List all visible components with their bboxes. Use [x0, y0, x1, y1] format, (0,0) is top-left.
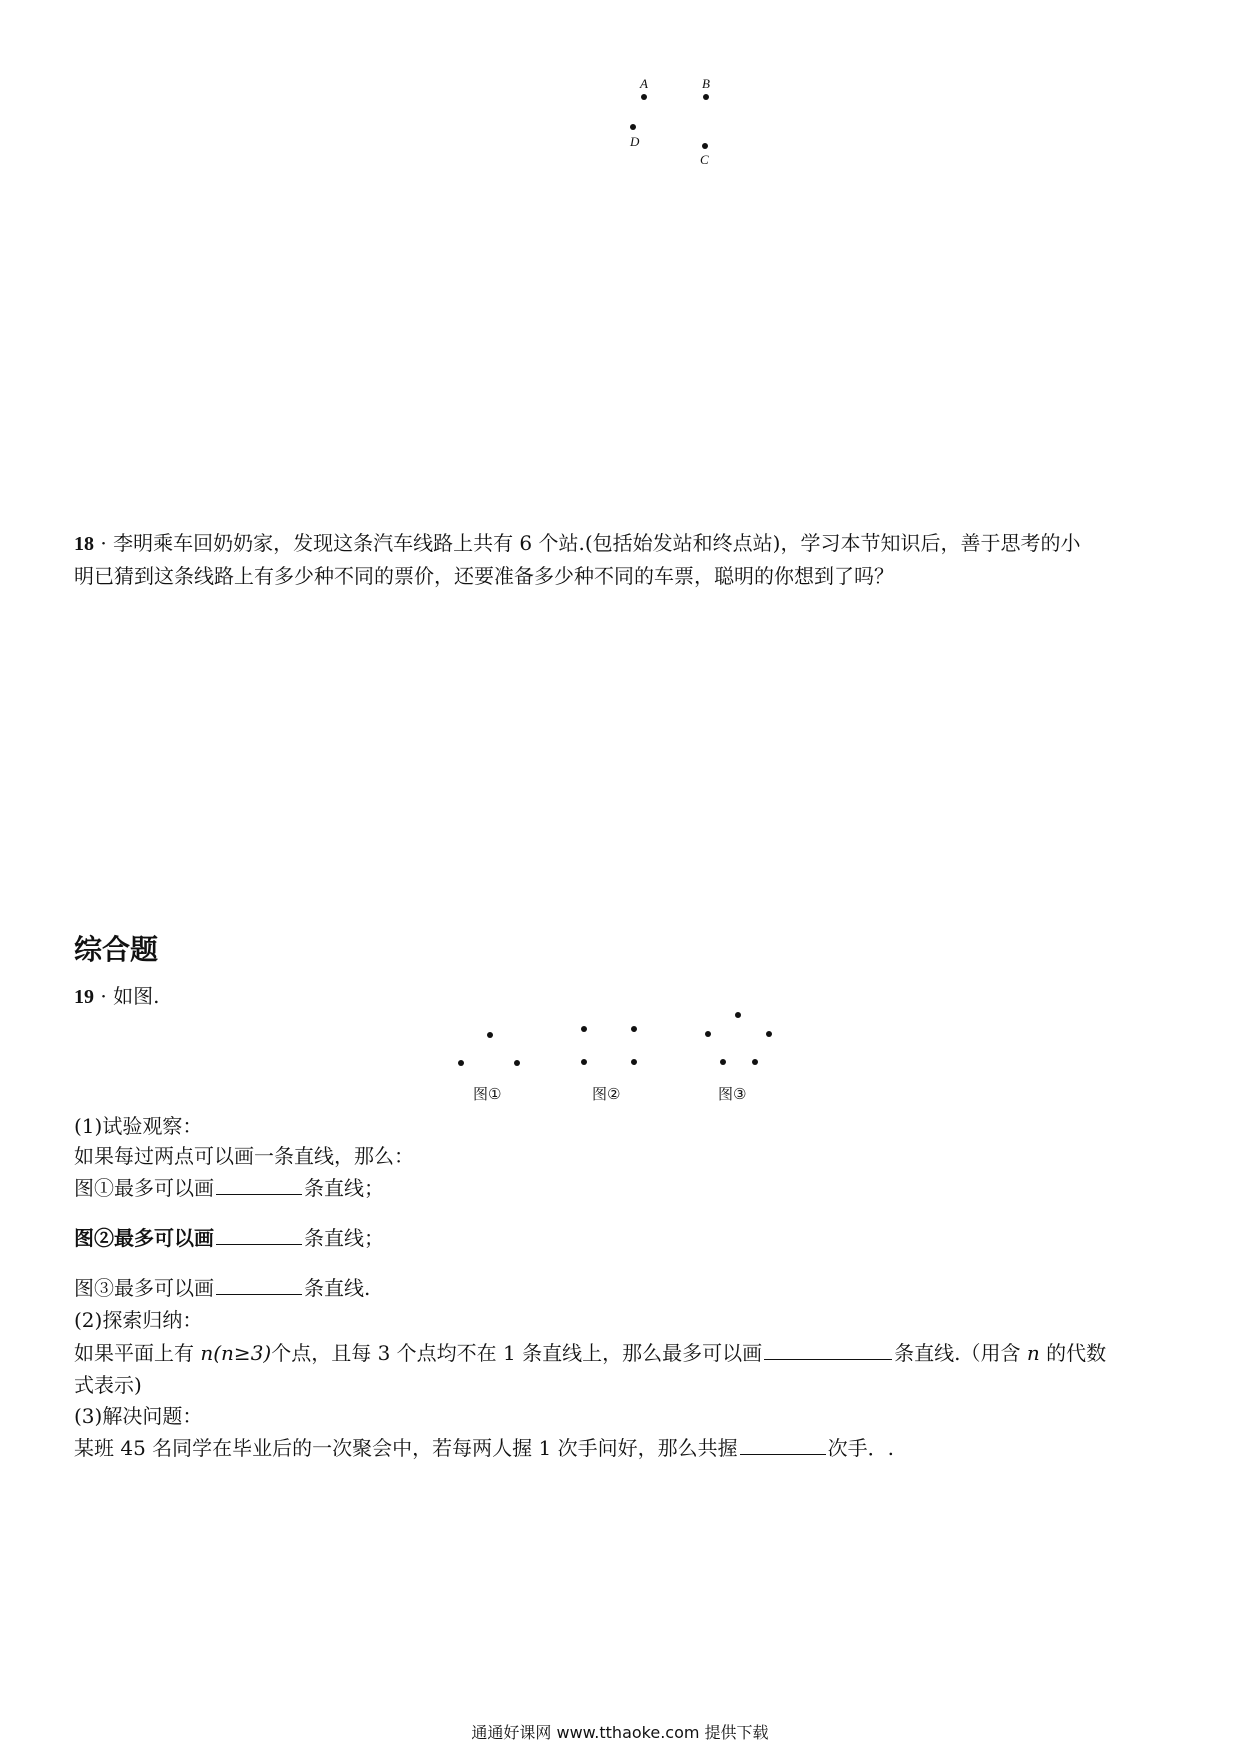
part-2-text-c: 条直线.（用含 — [894, 1341, 1021, 1365]
fig-2-suffix: 条直线； — [304, 1226, 384, 1250]
answer-blank-fig-3[interactable] — [216, 1274, 302, 1295]
fig-2-prefix: 图②最多可以画 — [74, 1226, 214, 1250]
part-2-line-1 — [74, 1337, 1106, 1369]
part-2-title: (2)探索归纳： — [74, 1308, 203, 1332]
question-text: 李明乘车回奶奶家，发现这条汽车线路上共有 6 个站.(包括始发站和终点站)，学习本节知识后，善于思考的小 — [113, 531, 1081, 555]
point-b — [703, 94, 709, 100]
figure-2 — [570, 1018, 660, 1078]
fig-3-answer-line — [74, 1272, 370, 1304]
part-2-text-d: 的代数 — [1046, 1341, 1107, 1365]
part-3-suffix: 次手．. — [827, 1436, 894, 1460]
section-title: 综合题 — [74, 933, 159, 966]
figure-label-1: 图① — [473, 1085, 502, 1103]
answer-blank-fig-2[interactable] — [216, 1224, 302, 1245]
fig-1-answer-line — [74, 1172, 384, 1204]
point-a — [641, 94, 647, 100]
label-b: B — [702, 76, 710, 91]
page-footer: 通通好课网 www.tthaoke.com 提供下载 — [471, 1723, 769, 1742]
variable-n: n — [200, 1341, 214, 1365]
answer-blank-general[interactable] — [764, 1339, 892, 1360]
part-2-line-2: 式表示) — [74, 1373, 142, 1397]
question-18-line-1 — [74, 527, 1174, 560]
label-a: A — [640, 76, 648, 91]
question-number: 19 — [74, 986, 94, 1008]
fig-3-prefix: 图③最多可以画 — [74, 1276, 214, 1300]
answer-blank-fig-1[interactable] — [216, 1174, 302, 1195]
label-d: D — [630, 134, 640, 149]
condition-n: (n≥3) — [213, 1341, 272, 1365]
fig-1-prefix: 图①最多可以画 — [74, 1176, 214, 1200]
part-3-prefix: 某班 45 名同学在毕业后的一次聚会中，若每两人握 1 次手问好，那么共握 — [74, 1436, 738, 1460]
figure-1 — [450, 1025, 540, 1075]
question-number: 18 — [74, 533, 94, 555]
part-1-intro: 如果每过两点可以画一条直线，那么： — [74, 1144, 414, 1168]
part-1-title: (1)试验观察： — [74, 1114, 203, 1138]
label-c: C — [700, 152, 709, 167]
fig-1-suffix: 条直线； — [304, 1176, 384, 1200]
point-d — [630, 124, 636, 130]
part-2-text-b: 个点，且每 3 个点均不在 1 条直线上，那么最多可以画 — [271, 1341, 763, 1365]
question-18-line-2: 明已猜到这条线路上有多少种不同的票价，还要准备多少种不同的车票，聪明的你想到了吗？ — [74, 564, 894, 588]
question-19-header — [74, 980, 159, 1013]
question-intro: 如图. — [113, 984, 160, 1008]
dot-separator: · — [100, 531, 107, 555]
fig-2-answer-line — [74, 1222, 384, 1254]
answer-blank-handshakes[interactable] — [740, 1434, 826, 1455]
dot-separator: · — [100, 984, 107, 1008]
part-3-line — [74, 1432, 894, 1464]
fig-3-suffix: 条直线. — [304, 1276, 371, 1300]
point-c — [702, 143, 708, 149]
points-figure-abcd — [600, 70, 720, 170]
figure-label-3: 图③ — [718, 1085, 747, 1103]
question-18 — [74, 527, 1174, 592]
part-2-text-a: 如果平面上有 — [74, 1341, 201, 1365]
figure-3 — [695, 1005, 785, 1075]
variable-n-2: n — [1026, 1341, 1040, 1365]
part-3-title: (3)解决问题： — [74, 1404, 203, 1428]
figure-label-2: 图② — [592, 1085, 621, 1103]
